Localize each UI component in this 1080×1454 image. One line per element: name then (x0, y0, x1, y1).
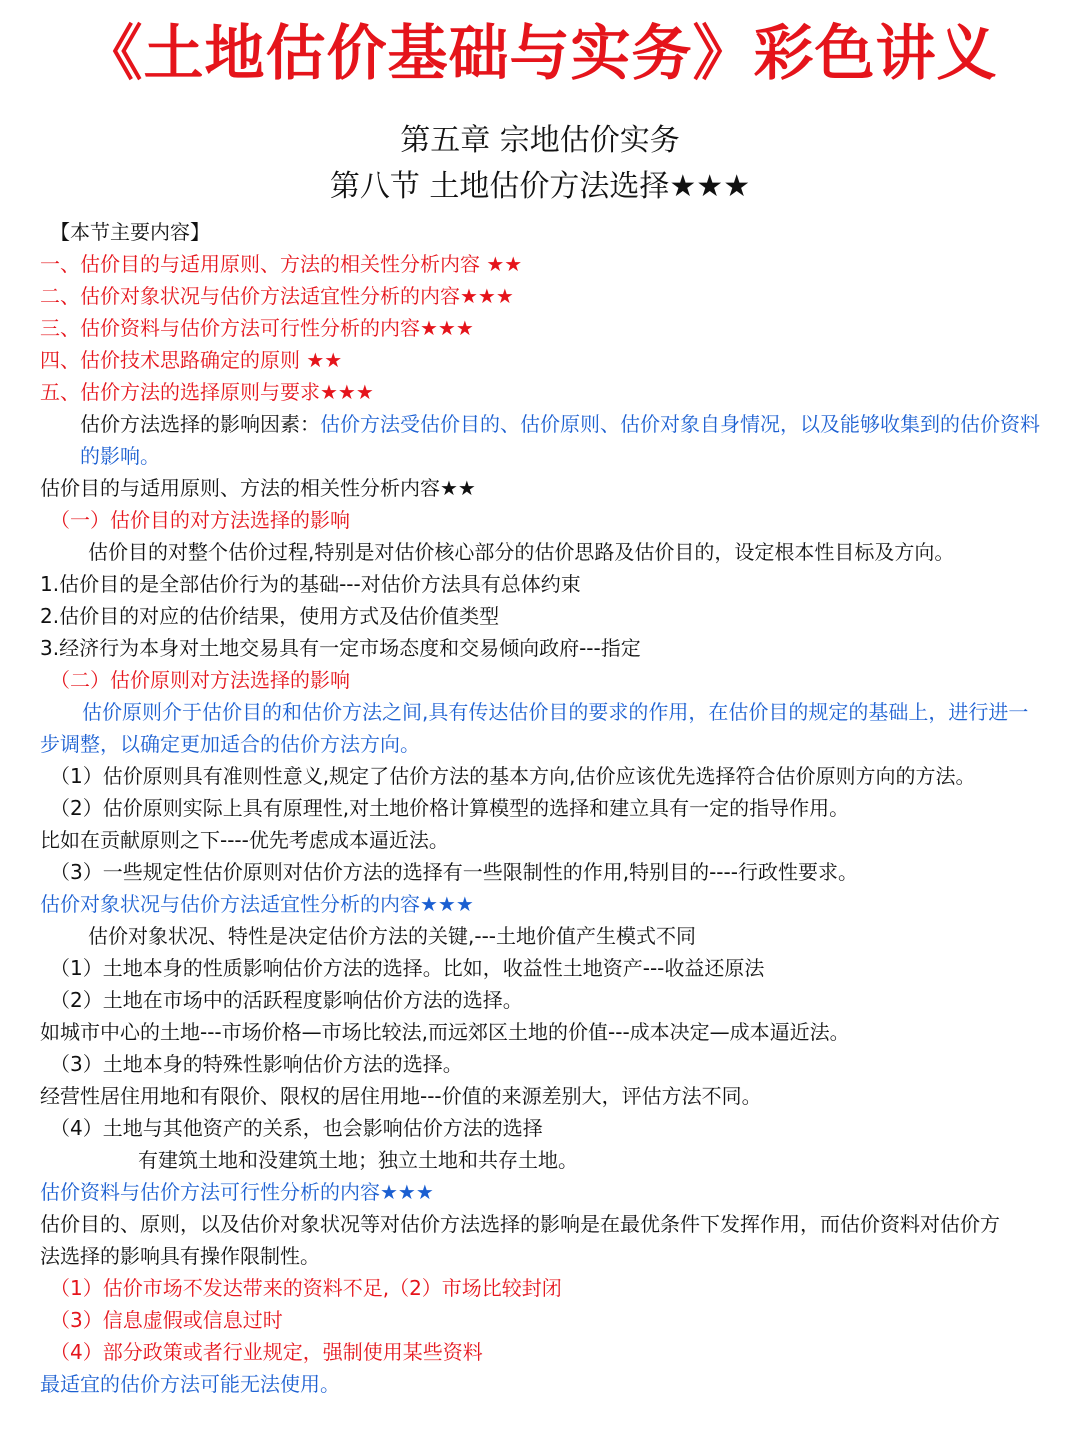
principle-point-1: （1）估价原则具有准则性意义,规定了估价方法的基本方向,估价应该优先选择符合估价原则方向的方法。 (50, 764, 976, 788)
point-1: 1.估价目的是全部估价行为的基础---对估价方法具有总体约束 (40, 572, 581, 596)
subsection-2-intro: 估价原则介于估价目的和估价方法之间,具有传达估价目的要求的作用，在估价目的规定的基础上，进行进一步调整，以确定更加适合的估价方法方向。 (40, 700, 1029, 756)
outline-item-2: 二、估价对象状况与估价方法适宜性分析的内容★★★ (40, 284, 514, 308)
object-example-4: 有建筑土地和没建筑土地；独立土地和共存土地。 (138, 1148, 578, 1172)
outline-item-4: 四、估价技术思路确定的原则 ★★ (40, 348, 343, 372)
principle-point-2: （2）估价原则实际上具有原理性,对土地价格计算模型的选择和建立具有一定的指导作用。 (50, 796, 850, 820)
section-3-intro: 估价目的、原则，以及估价对象状况等对估价方法选择的影响是在最优条件下发挥作用，而估价资料对估价方法选择的影响具有操作限制性。 (40, 1212, 1000, 1268)
section-3-heading: 估价资料与估价方法可行性分析的内容★★★ (40, 1180, 434, 1204)
object-point-1: （1）土地本身的性质影响估价方法的选择。比如，收益性土地资产---收益还原法 (50, 956, 765, 980)
outline-item-1: 一、估价目的与适用原则、方法的相关性分析内容 ★★ (40, 252, 523, 276)
section-2-heading: 估价对象状况与估价方法适宜性分析的内容★★★ (40, 892, 474, 916)
section-1-heading: 估价目的与适用原则、方法的相关性分析内容★★ (40, 476, 476, 500)
object-example-3: 经营性居住用地和有限价、限权的居住用地---价值的来源差别大，评估方法不同。 (40, 1084, 762, 1108)
data-point-4: （4）部分政策或者行业规定，强制使用某些资料 (50, 1340, 483, 1364)
section-heading: 第八节 土地估价方法选择★★★ (329, 169, 751, 204)
data-point-3: （3）信息虚假或信息过时 (50, 1308, 283, 1332)
principle-point-3: （3）一些规定性估价原则对估价方法的选择有一些限制性的作用,特别目的----行政性要求。 (50, 860, 858, 884)
object-example-2: 如城市中心的土地---市场价格—市场比较法,而远郊区土地的价值---成本决定—成本逼近法。 (40, 1020, 850, 1044)
contents-label: 【本节主要内容】 (50, 220, 210, 244)
influence-factors-label: 估价方法选择的影响因素： (80, 412, 320, 436)
principle-example: 比如在贡献原则之下----优先考虑成本逼近法。 (40, 828, 449, 852)
subsection-2-heading: （二）估价原则对方法选择的影响 (50, 668, 350, 692)
section-2-intro: 估价对象状况、特性是决定估价方法的关键,---土地价值产生模式不同 (88, 924, 697, 948)
lecture-body (40, 216, 1040, 1400)
point-2: 2.估价目的对应的估价结果，使用方式及估价值类型 (40, 604, 500, 628)
object-point-2: （2）土地在市场中的活跃程度影响估价方法的选择。 (50, 988, 523, 1012)
data-conclusion: 最适宜的估价方法可能无法使用。 (40, 1372, 340, 1396)
object-point-3: （3）土地本身的特殊性影响估价方法的选择。 (50, 1052, 463, 1076)
outline-item-3: 三、估价资料与估价方法可行性分析的内容★★★ (40, 316, 474, 340)
lecture-page (0, 14, 1080, 1454)
outline-item-5: 五、估价方法的选择原则与要求★★★ (40, 380, 374, 404)
point-3: 3.经济行为本身对土地交易具有一定市场态度和交易倾向政府---指定 (40, 636, 641, 660)
influence-factors-paragraph (40, 408, 1040, 472)
object-point-4: （4）土地与其他资产的关系，也会影响估价方法的选择 (50, 1116, 543, 1140)
document-title: 《土地估价基础与实务》彩色讲义 (82, 19, 998, 89)
chapter-heading: 第五章 宗地估价实务 (400, 123, 680, 158)
data-point-1-2: （1）估价市场不发达带来的资料不足,（2）市场比较封闭 (50, 1276, 562, 1300)
subsection-1-intro: 估价目的对整个估价过程,特别是对估价核心部分的估价思路及估价目的，设定根本性目标及方向。 (88, 540, 955, 564)
subsection-1-heading: （一）估价目的对方法选择的影响 (50, 508, 350, 532)
influence-factors-text: 估价方法受估价目的、估价原则、估价对象自身情况，以及能够收集到的估价资料的影响。 (80, 412, 1040, 468)
